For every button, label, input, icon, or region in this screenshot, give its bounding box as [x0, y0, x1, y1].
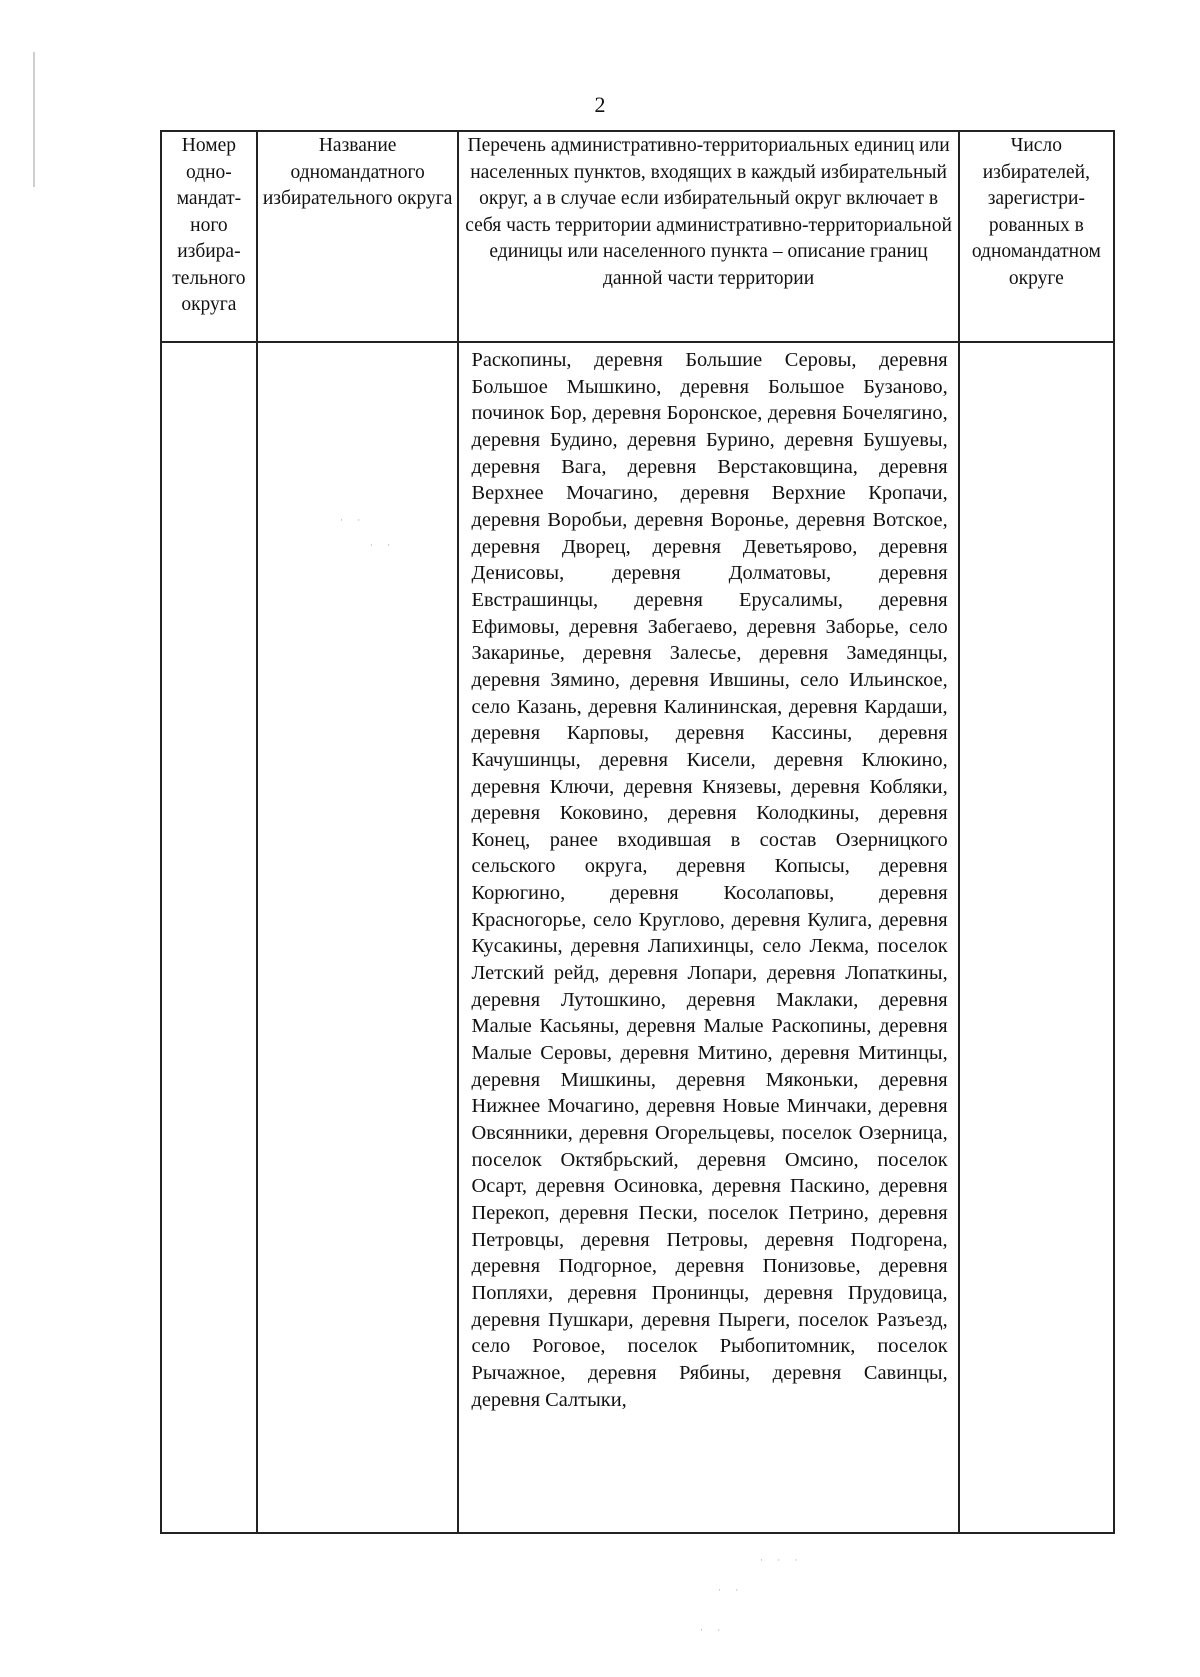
cell-district-number — [161, 342, 257, 1533]
header-district-number: Номер одномандатного избирательного округа — [161, 131, 257, 342]
cell-territory-list: Раскопины, деревня Большие Серовы, деревня Большое Мышкино, деревня Большое Бузаново, починок Бор, деревня Боронское, деревня Бочелягино, деревня Будино, деревня Бурино, деревня Бушуевы, деревня Вага, деревня Верстаковщина, деревня Верхнее Мочагино, деревня Верхние Кропачи, деревня Воробьи, деревня Воронье, деревня Вотское, деревня Дворец, деревня Деветьярово, деревня Денисовы, деревня Долматовы, деревня Евстрашинцы, деревня Ерусалимы, деревня Ефимовы, деревня Забегаево, деревня Заборье, село Закаринье, деревня Залесье, деревня Замедянцы, деревня Зямино, деревня Ившины, село Ильинское, село Казань, деревня Калининская, деревня Кардаши, деревня Карповы, деревня Кассины, деревня Качушинцы, деревня Кисели, деревня Клюкино, деревня Ключи, деревня Князевы, деревня Кобляки, деревня Коковино, деревня Колодкины, деревня Конец, ранее входившая в состав Озерницкого сельского округа, деревня Копысы, деревня Корюгино, деревня Косолаповы, деревня Красногорье, село Круглово, деревня Кулига, деревня Кусакины, деревня Лапихинцы, село Лекма, поселок Летский рейд, деревня Лопари, деревня Лопаткины, деревня Лутошкино, деревня Маклаки, деревня Малые Касьяны, деревня Малые Раскопины, деревня Малые Серовы, деревня Митино, деревня Митинцы, деревня Мишкины, деревня Мяконьки, деревня Нижнее Мочагино, деревня Новые Минчаки, деревня Овсянники, деревня Огорельцевы, поселок Озерница, поселок Октябрьский, деревня Омсино, поселок Осарт, деревня Осиновка, деревня Паскино, деревня Перекоп, деревня Пески, поселок Петрино, деревня Петровцы, деревня Петровы, деревня Подгорена, деревня Подгорное, деревня Понизовье, деревня Попляхи, деревня Пронинцы, деревня Прудовица, деревня Пушкари, деревня Пыреги, поселок Разъезд, село Роговое, поселок Рыбопитомник, поселок Рычажное, деревня Рябины, деревня Савинцы, деревня Салтыки, — [458, 342, 958, 1533]
scan-speck: · · — [700, 1625, 727, 1635]
scan-speck: · · — [370, 540, 397, 550]
district-table — [160, 130, 1115, 1534]
scan-speck: · · · — [760, 1555, 804, 1565]
page-number: 2 — [594, 92, 606, 117]
scan-speck: · · — [718, 1585, 745, 1595]
table-header-row — [161, 131, 1114, 342]
margin-mark — [33, 52, 35, 187]
header-territory-list: Перечень административно-территориальных единиц или населенных пунктов, входящих в каждый избирательный округ, а в случае если избирательный округ включает в себя часть территории административно-территориальной единицы или населенного пункта – описание границ данной части территории — [458, 131, 958, 342]
table-row — [161, 342, 1114, 1533]
scan-speck: · · — [340, 515, 367, 525]
cell-voter-count — [959, 342, 1114, 1533]
header-district-name: Название одномандатного избирательного округа — [257, 131, 459, 342]
header-voter-count: Число избирателей, зарегистрированных в одномандатном округе — [959, 131, 1114, 342]
